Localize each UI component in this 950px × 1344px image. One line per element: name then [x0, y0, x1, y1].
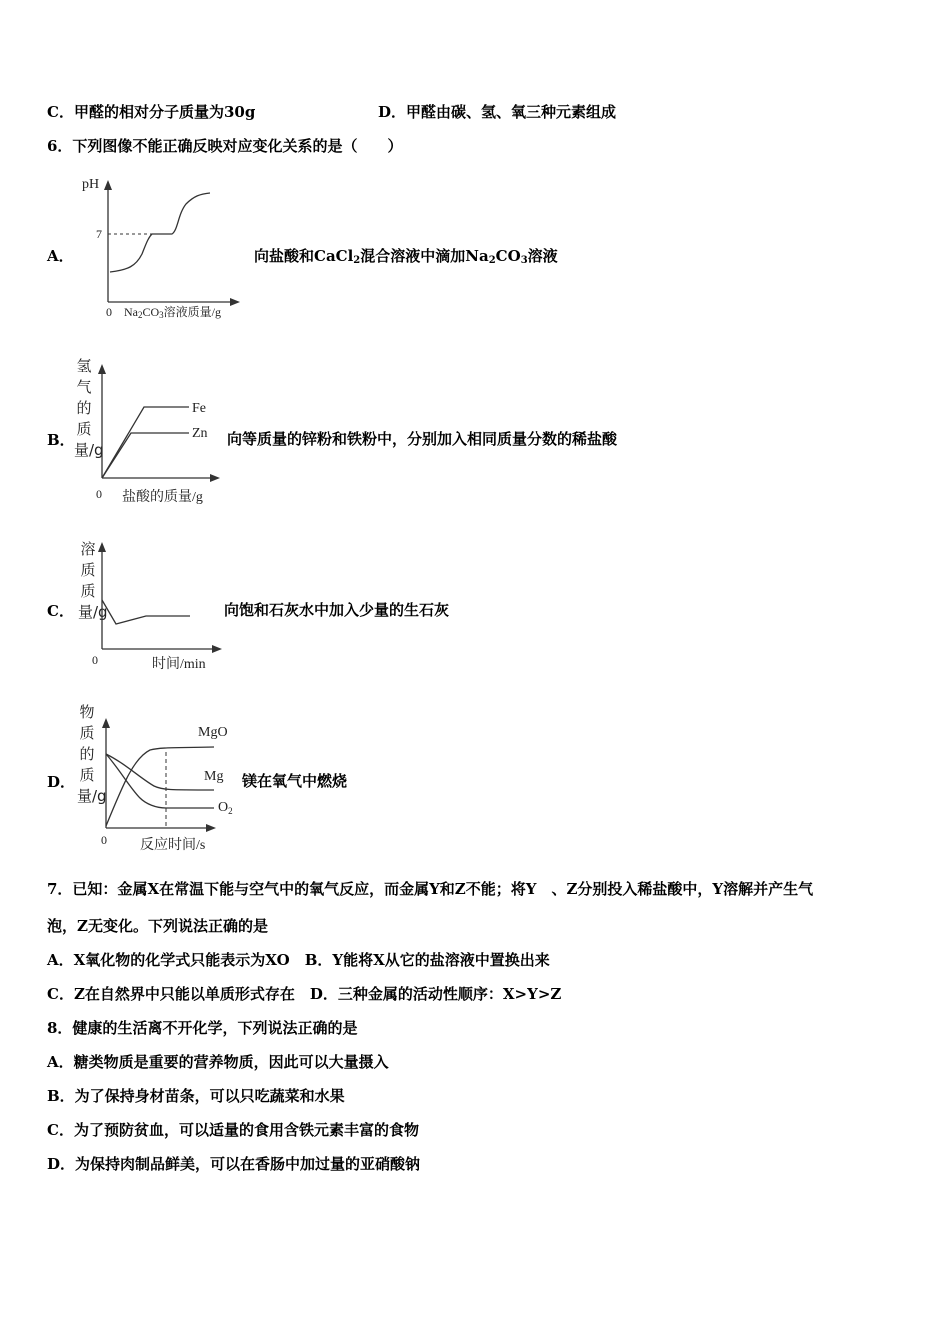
graph-d-o2-label: $O_2$	[218, 800, 233, 816]
q7-stem-line2: 泡，Z无变化。下列说法正确的是	[47, 917, 268, 935]
q6-option-a-desc: 向盐酸和CaCl$_2$混合溶液中滴加$Na_2CO_3$溶液	[254, 247, 558, 266]
q7-options-ab: A．X氧化物的化学式只能表示为XO B．Y能将X从它的盐溶液中置换出来	[47, 951, 550, 969]
graph-a-x-arrow	[230, 298, 240, 306]
q5-option-c: C．甲醛的相对分子质量为30g	[47, 103, 256, 121]
graph-d-o2-curve	[106, 754, 214, 808]
graph-a-x-label: Na2CO3溶液质量/g	[124, 305, 222, 320]
graph-a-curve	[110, 193, 210, 272]
graph-d-origin: 0	[101, 833, 107, 847]
q8-stem: 8．健康的生活离不开化学，下列说法正确的是	[47, 1019, 358, 1037]
graph-b-y-arrow	[98, 364, 106, 374]
graph-a	[80, 170, 260, 325]
graph-a-y-arrow	[104, 180, 112, 190]
graph-d-mg-label: Mg	[204, 769, 224, 784]
q6-option-d-desc: 镁在氧气中燃烧	[242, 772, 348, 790]
graph-a-y-tick: 7	[96, 227, 102, 241]
q7-stem-line1: 7．已知：金属X在常温下能与空气中的氧气反应，而金属Y和Z不能；将Y 、Z分别投入稀盐酸中，Y溶解并产生气	[47, 880, 814, 898]
graph-d-mgo-label: MgO	[198, 725, 228, 740]
q6-option-c-desc: 向饱和石灰水中加入少量的生石灰	[224, 601, 450, 619]
q8-option-a: A．糖类物质是重要的营养物质，因此可以大量摄入	[47, 1053, 389, 1071]
graph-b-x-arrow	[210, 474, 220, 482]
q6-option-c-label: C．	[47, 602, 74, 620]
graph-a-y-label: pH	[82, 177, 100, 192]
graph-c-x-arrow	[212, 645, 222, 653]
q6-stem: 6．下列图像不能正确反映对应变化关系的是（ ）	[47, 137, 403, 155]
graph-d-mg-curve	[106, 754, 214, 790]
q7-options-cd: C．Z在自然界中只能以单质形式存在 D．三种金属的活动性顺序：X>Y>Z	[47, 985, 562, 1003]
graph-d-mgo-curve	[106, 747, 214, 826]
q8-option-d: D．为保持肉制品鲜美，可以在香肠中加过量的亚硝酸钠	[47, 1155, 421, 1173]
graph-d	[96, 712, 256, 857]
q6-option-b-label: B．	[47, 431, 75, 449]
q6-option-b-desc: 向等质量的锌粉和铁粉中，分别加入相同质量分数的稀盐酸	[227, 430, 618, 448]
graph-b-fe-line	[102, 407, 189, 478]
graph-b-origin: 0	[96, 487, 102, 501]
graph-a-origin: 0	[106, 305, 112, 319]
graph-c-x-label: 时间/min	[152, 657, 206, 672]
graph-c-y-arrow	[98, 542, 106, 552]
graph-d-y-label: 物质的质量/g	[77, 703, 107, 805]
q8-option-c: C．为了预防贫血，可以适量的食用含铁元素丰富的食物	[47, 1121, 419, 1139]
graph-b	[94, 358, 234, 508]
graph-b-fe-label: Fe	[192, 401, 206, 416]
graph-b-x-label: 盐酸的质量/g	[122, 490, 203, 505]
graph-d-x-arrow	[206, 824, 216, 832]
graph-c-curve	[102, 600, 190, 624]
q8-option-b: B．为了保持身材苗条，可以只吃蔬菜和水果	[47, 1087, 345, 1105]
graph-b-zn-label: Zn	[192, 426, 208, 441]
q5-option-d: D．甲醛由碳、氢、氧三种元素组成	[378, 103, 617, 121]
graph-c-y-label: 溶质质量/g	[78, 540, 108, 621]
graph-d-x-label: 反应时间/s	[140, 838, 206, 853]
graph-b-y-label: 氢气的质量/g	[74, 357, 104, 459]
q6-option-d-label: D．	[47, 773, 76, 791]
graph-c-origin: 0	[92, 653, 98, 667]
graph-d-y-arrow	[102, 718, 110, 728]
q6-option-a-label: A．	[47, 247, 74, 265]
